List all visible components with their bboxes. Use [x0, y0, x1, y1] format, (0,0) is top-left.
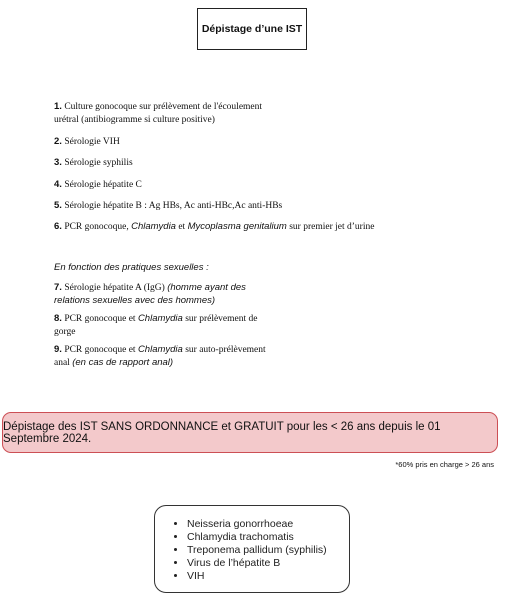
free-screening-banner	[2, 412, 498, 453]
section-heading: En fonction des pratiques sexuelles :	[54, 262, 209, 273]
list-item: 5. Sérologie hépatite B : Ag HBs, Ac anti-HBc,Ac anti-HBs	[54, 200, 283, 211]
title-box	[197, 8, 307, 50]
list-item: 7. Sérologie hépatite A (IgG) (homme ayant des relations sexuelles avec des hommes)	[54, 282, 246, 306]
pathogen-list	[155, 518, 349, 583]
pathogen-item: • Treponema pallidum (syphilis)	[187, 544, 349, 557]
list-item: 3. Sérologie syphilis	[54, 157, 133, 168]
pathogen-item: • Virus de l’hépatite B	[187, 557, 349, 570]
list-item: 2. Sérologie VIH	[54, 136, 120, 147]
list-item: 9. PCR gonocoque et Chlamydia sur auto-prélèvement anal (en cas de rapport anal)	[54, 344, 266, 368]
pathogen-list-box	[154, 505, 350, 593]
banner-text: Dépistage des IST SANS ORDONNANCE et GRATUIT pour les < 26 ans depuis le 01 Septembre 2024.	[3, 420, 441, 445]
page-title: Dépistage d’une IST	[201, 23, 303, 35]
list-item: 6. PCR gonocoque, Chlamydia et Mycoplasma genitalium sur premier jet d’urine	[54, 221, 375, 232]
pathogen-item: • Chlamydia trachomatis	[187, 531, 349, 544]
list-item: 8. PCR gonocoque et Chlamydia sur prélèvement de gorge	[54, 313, 258, 337]
list-item: 4. Sérologie hépatite C	[54, 179, 142, 190]
pathogen-item: • VIH	[187, 570, 349, 583]
list-item: 1. Culture gonocoque sur prélèvement de l'écoulement urétral (antibiogramme si culture positive)	[54, 101, 263, 125]
pathogen-item: • Neisseria gonorrhoeae	[187, 518, 349, 531]
footnote: *60% pris en charge > 26 ans	[395, 460, 494, 469]
